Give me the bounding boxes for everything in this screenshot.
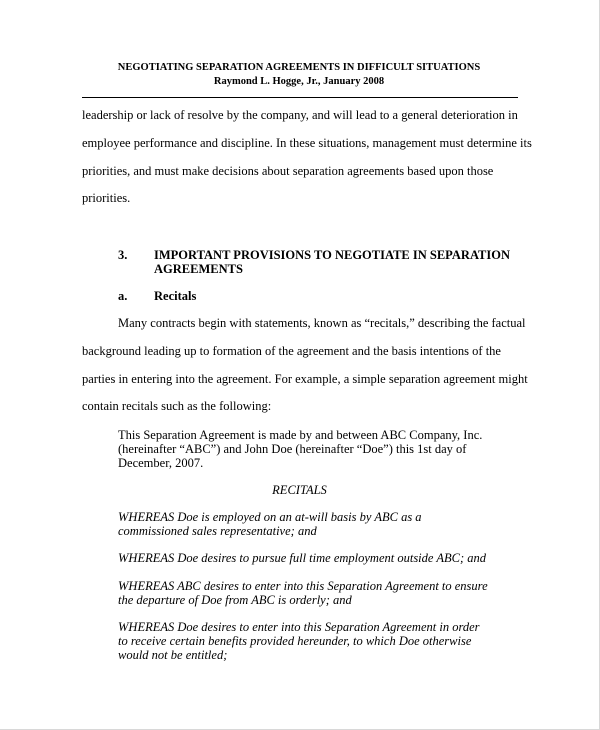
document-header <box>82 61 516 89</box>
example-intro: This Separation Agreement is made by and between ABC Company, Inc. (hereinafter “ABC”) and John Doe (hereinafter “Doe”) this 1st day of December, 2007. <box>118 428 483 470</box>
intro-line-2: employee performance and discipline. In these situations, management must determine its <box>82 136 532 150</box>
header-title: NEGOTIATING SEPARATION AGREEMENTS IN DIFFICULT SITUATIONS <box>117 62 481 73</box>
subsection-letter: a. <box>118 289 128 303</box>
section-title-line-1: IMPORTANT PROVISIONS TO NEGOTIATE IN SEPARATION <box>154 248 510 262</box>
body-line-3: parties in entering into the agreement. For example, a simple separation agreement might <box>82 372 528 386</box>
intro-line-4: priorities. <box>82 191 131 205</box>
subsection-title: Recitals <box>154 289 197 303</box>
header-divider <box>82 97 518 98</box>
section-title-line-2: AGREEMENTS <box>154 262 243 276</box>
header-author-date: Raymond L. Hogge, Jr., January 2008 <box>213 76 385 87</box>
intro-line-1: leadership or lack of resolve by the company, and will lead to a general deterioration in <box>82 108 518 122</box>
recitals-heading: RECITALS <box>272 483 327 497</box>
body-line-4: contain recitals such as the following: <box>82 399 272 413</box>
whereas-clause-3: WHEREAS ABC desires to enter into this Separation Agreement to ensure the departure of Doe from ABC is orderly; and <box>118 579 488 607</box>
body-line-2: background leading up to formation of the agreement and the basis intentions of the <box>82 344 501 358</box>
whereas-clause-1: WHEREAS Doe is employed on an at-will basis by ABC as a commissioned sales representative; and <box>118 510 422 538</box>
section-title <box>154 248 510 276</box>
whereas-clause-4: WHEREAS Doe desires to enter into this Separation Agreement in order to receive certain benefits provided hereunder, to which Doe otherwise would not be entitled; <box>118 620 480 662</box>
intro-line-3: priorities, and must make decisions about separation agreements based upon those <box>82 164 494 178</box>
body-line-1: Many contracts begin with statements, known as “recitals,” describing the factual <box>118 316 526 330</box>
whereas-clause-2: WHEREAS Doe desires to pursue full time employment outside ABC; and <box>118 551 486 565</box>
section-number: 3. <box>118 248 128 262</box>
